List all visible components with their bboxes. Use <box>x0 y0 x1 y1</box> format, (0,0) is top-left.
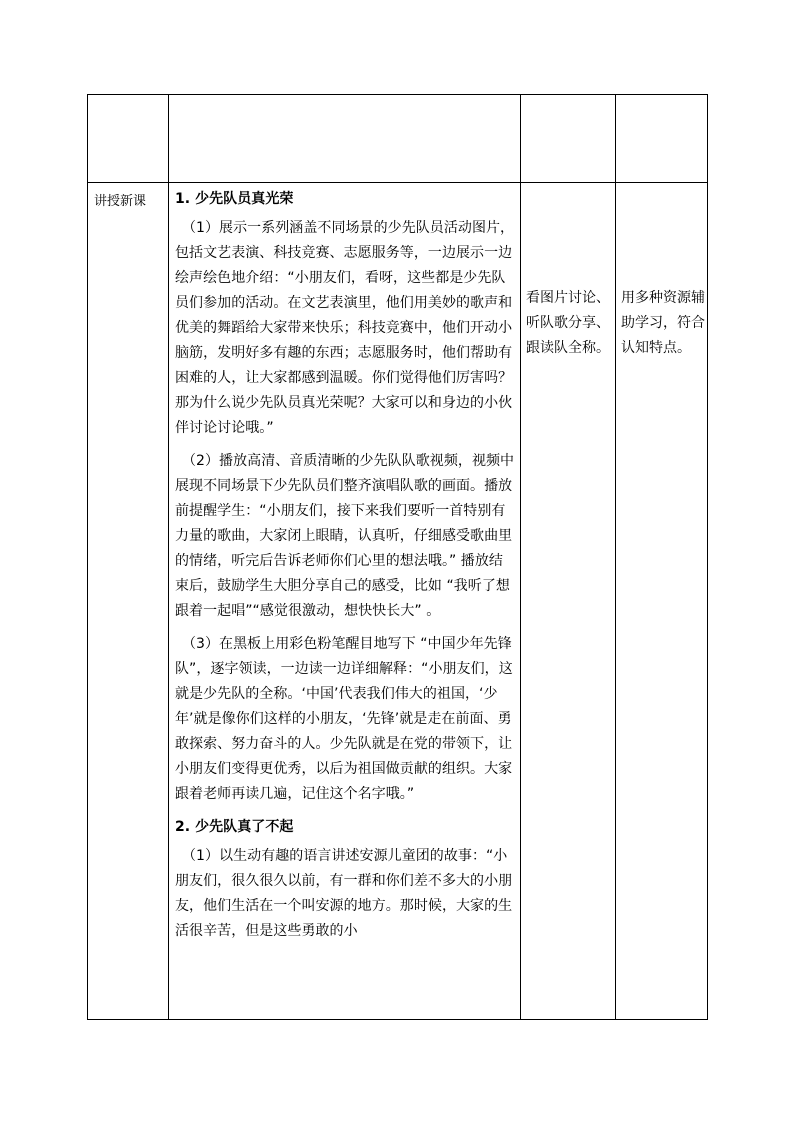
table-row-new-lesson <box>88 183 708 1020</box>
paragraph-1: （1）展示一系列涵盖不同场景的少先队员活动图片，包括文艺表演、科技竞赛、志愿服务等，一边展示一边绘声绘色地介绍：“小朋友们，看呀，这些都是少先队员们参加的活动。在文艺表演里，他们用美妙的歌声和优美的舞蹈给大家带来快乐；科技竞赛中，他们开动小脑筋，发明好多有趣的东西；志愿服务时，他们帮助有困难的人，让大家都感到温暖。你们觉得他们厉害吗？那为什么说少先队员真光荣呢？大家可以和身边的小伙伴讨论讨论哦。” <box>175 220 515 436</box>
table-cell <box>169 95 521 183</box>
stage-cell <box>88 183 169 1020</box>
section-heading-2: 2. 少先队真了不起 <box>175 819 294 835</box>
table-cell <box>521 95 616 183</box>
table-cell <box>616 95 708 183</box>
paragraph-4: （1）以生动有趣的语言讲述安源儿童团的故事：“小朋友们，很久很久以前，有一群和你们差不多大的小朋友，他们生活在一个叫安源的地方。那时候，大家的生活很辛苦，但是这些勇敢的小 <box>175 848 513 939</box>
paragraph-3: （3）在黑板上用彩色粉笔醒目地写下 “中国少年先锋队”，逐字领读，一边读一边详细解释：“小朋友们，这就是少先队的全称。‘中国’代表我们伟大的祖国，‘少年’就是像你们这样的小朋友，‘先锋’就是走在前面、勇敢探索、努力奋斗的人。少先队就是在党的带领下，让小朋友们变得更优秀，以后为祖国做贡献的组织。大家跟着老师再读几遍，记住这个名字哦。” <box>175 636 513 802</box>
student-activity-text: 看图片讨论、听队歌分享、跟读队全称。 <box>526 290 610 356</box>
design-intent-cell <box>616 183 708 1020</box>
section-heading-1: 1. 少先队员真光荣 <box>175 191 294 207</box>
stage-label: 讲授新课 <box>94 194 147 209</box>
teacher-activity-cell <box>169 183 521 1020</box>
student-activity-cell <box>521 183 616 1020</box>
lesson-plan-table <box>87 94 708 1020</box>
table-row-empty <box>88 95 708 183</box>
table-cell <box>88 95 169 183</box>
design-intent-text: 用多种资源辅助学习，符合认知特点。 <box>621 290 705 356</box>
paragraph-2: （2）播放高清、音质清晰的少先队队歌视频，视频中展现不同场景下少先队员们整齐演唱队歌的画面。播放前提醒学生：“小朋友们，接下来我们要听一首特别有力量的歌曲，大家闭上眼睛，认真听，仔细感受歌曲里的情绪，听完后告诉老师你们心里的想法哦。” 播放结束后，鼓励学生大胆分享自己的感受，比如 “我听了想跟着一起唱”“感觉很激动，想快快长大” 。 <box>175 453 515 619</box>
